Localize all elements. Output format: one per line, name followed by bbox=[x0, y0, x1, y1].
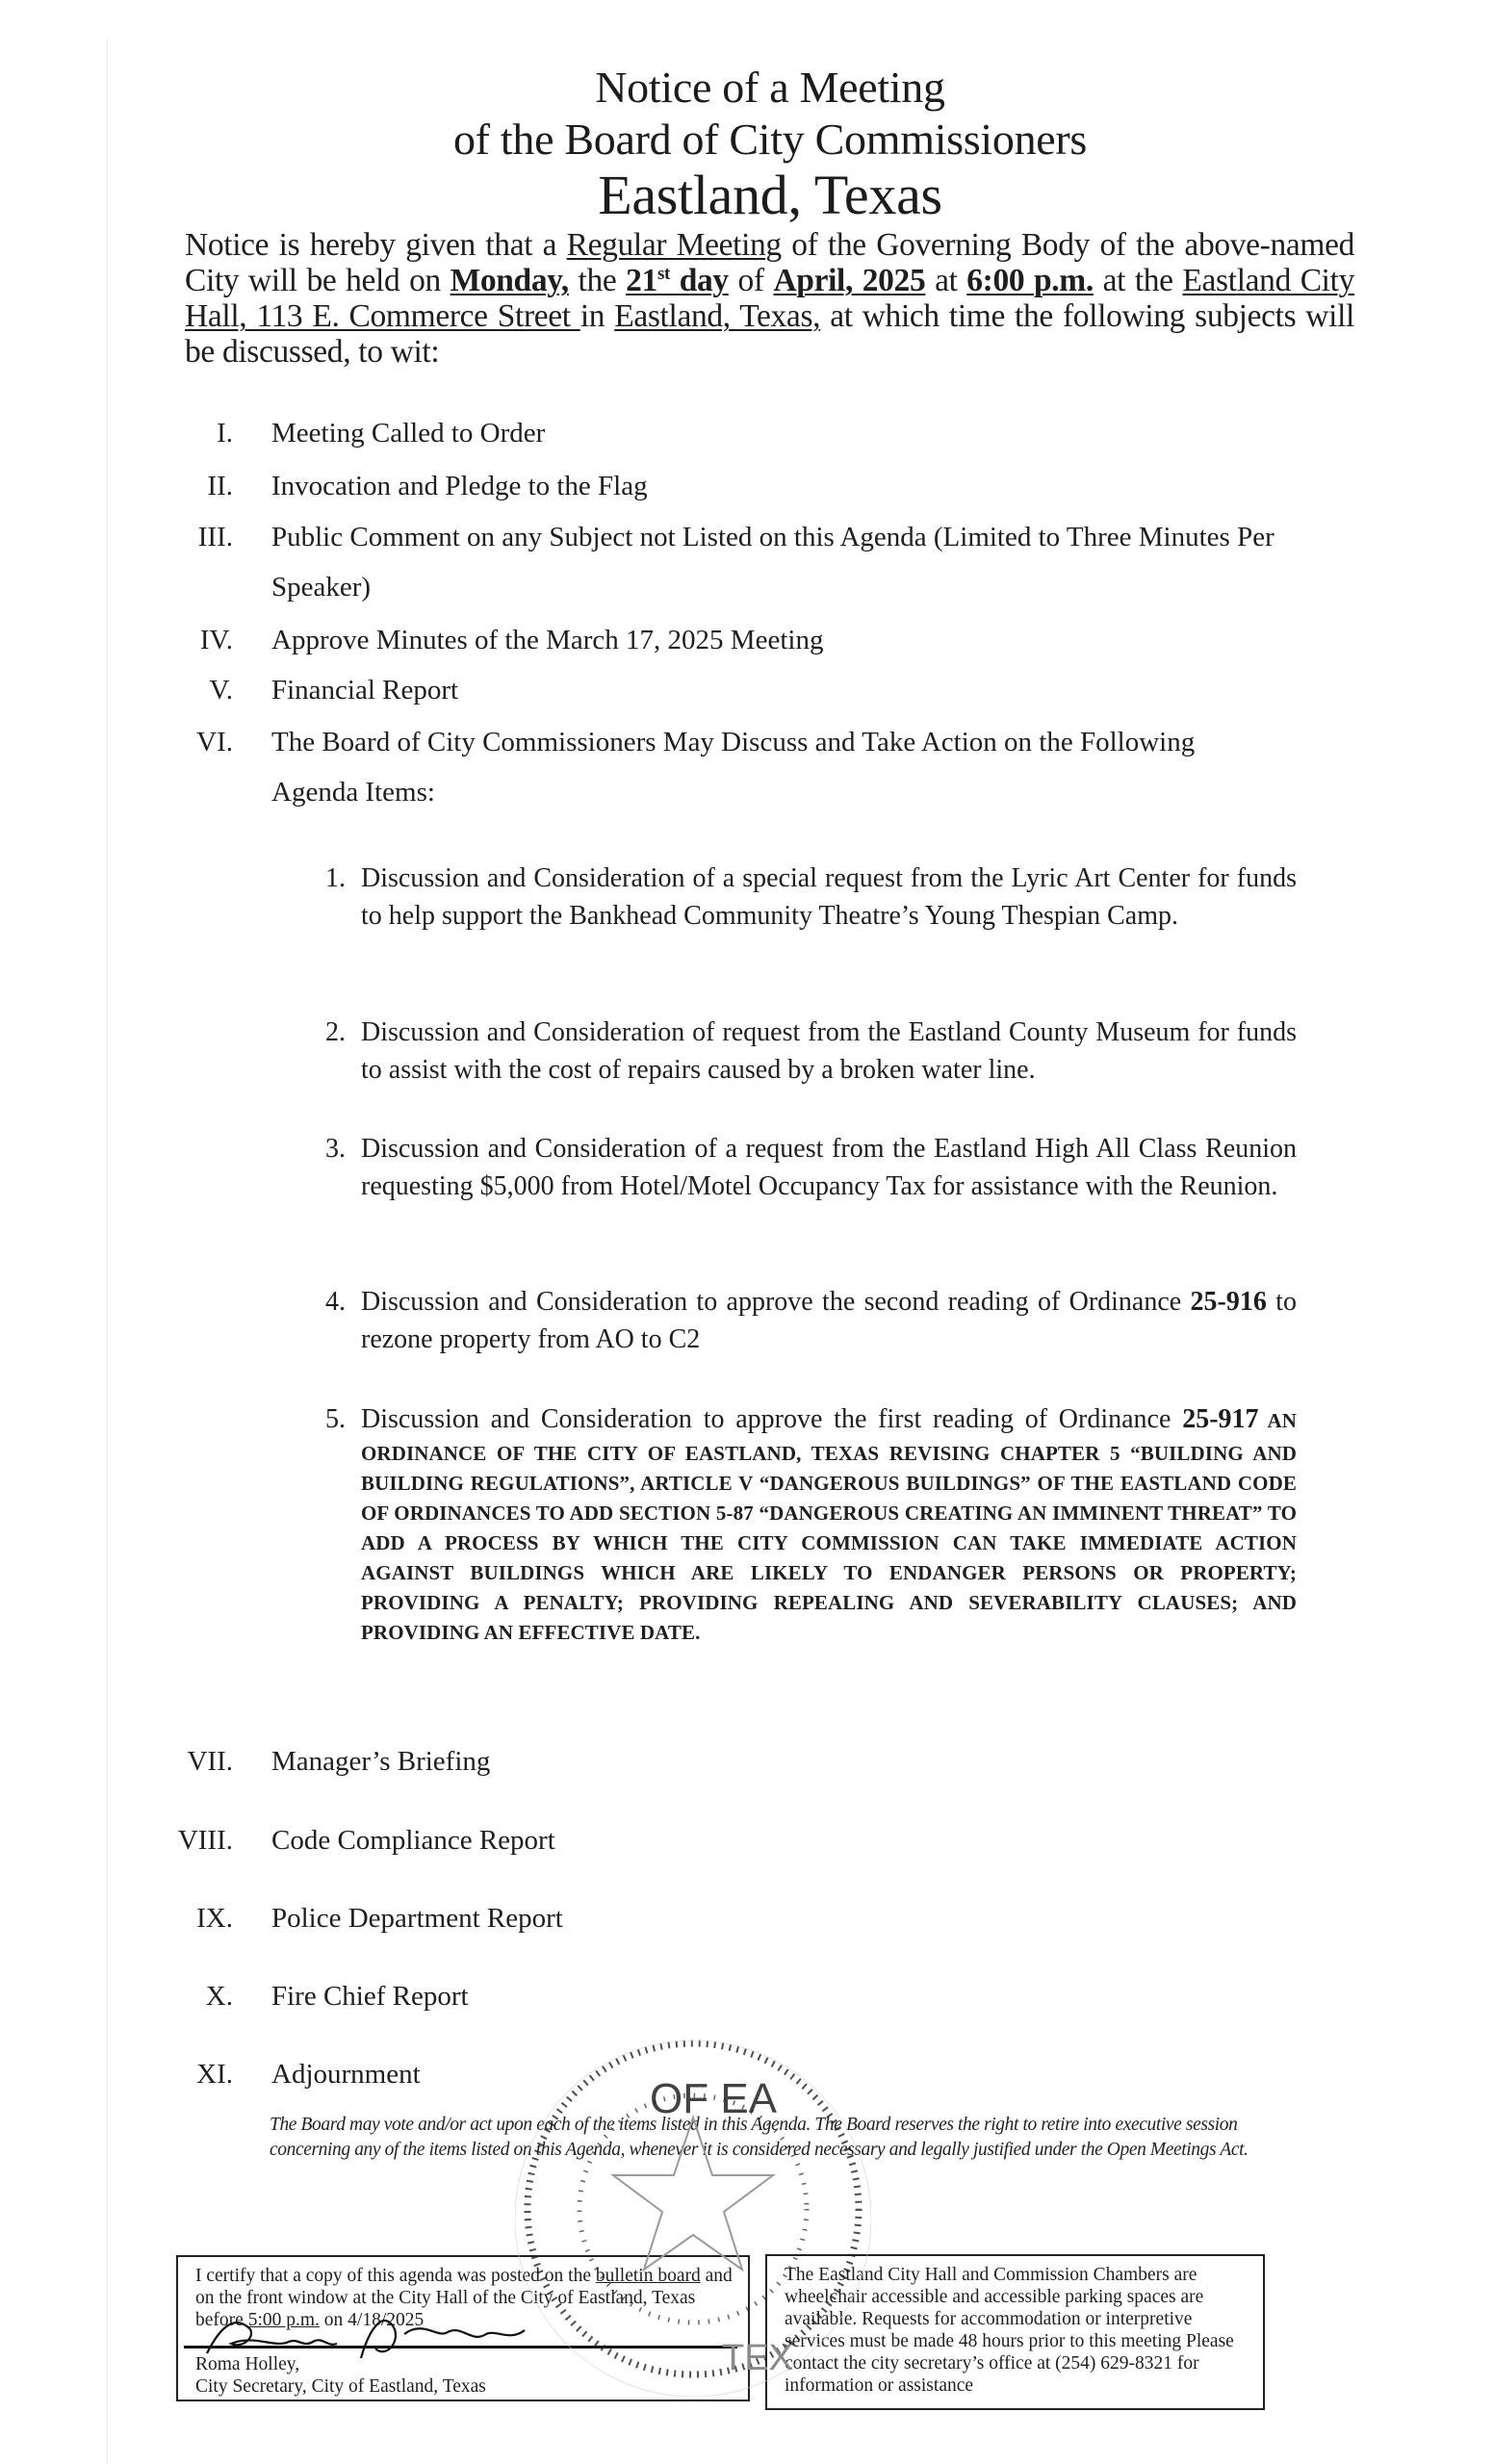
meeting-time: 6:00 p.m. bbox=[966, 263, 1094, 298]
title-city: Eastland, Texas bbox=[598, 164, 942, 226]
agenda-text: Financial Report bbox=[271, 675, 459, 706]
agenda-number: VIII. bbox=[177, 1825, 233, 1856]
date-day-label: day bbox=[669, 263, 729, 298]
item-text: Discussion and Consideration to approve the second reading of Ordinance bbox=[361, 1287, 1191, 1317]
agenda-number: X. bbox=[205, 1981, 233, 2012]
agenda-text: Adjournment bbox=[271, 2059, 421, 2090]
certification-text bbox=[195, 2265, 734, 2331]
item-text: Discussion and Consideration of request from the Eastland County Museum for funds to assist with the cost of repairs caused by a broken water line. bbox=[361, 1017, 1297, 1085]
meeting-location: Eastland City Hall, 113 E. Commerce Street bbox=[185, 263, 1355, 334]
agenda-number: I. bbox=[217, 418, 233, 449]
agenda-text: Police Department Report bbox=[271, 1903, 563, 1934]
intro-text: at bbox=[925, 263, 967, 298]
meeting-type: Regular Meeting bbox=[566, 227, 782, 263]
intro-text: Notice is hereby given that a bbox=[185, 227, 567, 263]
agenda-text: Meeting Called to Order bbox=[271, 418, 546, 449]
intro-text: at the bbox=[1093, 263, 1183, 298]
intro-text: of the Governing Body of the above-named City will be held on bbox=[185, 227, 1355, 298]
intro-text: the bbox=[568, 263, 627, 298]
agenda-text: Fire Chief Report bbox=[271, 1981, 469, 2012]
agenda-number: V. bbox=[209, 675, 233, 706]
agenda-number: XI. bbox=[196, 2059, 233, 2090]
agenda-number: III. bbox=[197, 522, 233, 552]
cert-text: and on the front window at the City Hall of the City of Eastland, Texas before bbox=[195, 2266, 733, 2330]
cert-text: I certify that a copy of this agenda was posted on the bbox=[195, 2266, 596, 2286]
agenda-number: IV. bbox=[199, 625, 233, 655]
accessibility-text: The Eastland City Hall and Commission Chambers are wheelchair accessible and accessible parking spaces are available. Requests for accommodation or interpretive services must be made 48 hours prior to this meeting Please contact the city secretary’s office at (254) 629-8321 for information or assistance bbox=[785, 2265, 1234, 2396]
signer-title: City Secretary, City of Eastland, Texas bbox=[195, 2376, 486, 2397]
item-text: Discussion and Consideration to approve the first reading of Ordinance bbox=[361, 1404, 1183, 1434]
meeting-day: Monday, bbox=[450, 263, 569, 298]
seal-top-text: OF EA bbox=[650, 2075, 778, 2122]
posting-date: 4/18/2025 bbox=[348, 2310, 425, 2330]
ordinance-caption: AN ORDINANCE OF THE CITY OF EASTLAND, TEXAS REVISING CHAPTER 5 “BUILDING AND BUILDING REGULATIONS”, ARTICLE V “DANGEROUS BUILDINGS” OF THE EASTLAND CODE OF ORDINANCES TO ADD SECTION 5-87 “DANGEROUS CREATING AN IMMINENT THREAT” TO ADD A PROCESS BY WHICH THE CITY COMMISSION CAN TAKE IMMEDIATE ACTION AGAINST BUILDINGS WHICH ARE LIKELY TO ENDANGER PERSONS OR PROPERTY; PROVIDING A PENALTY; PROVIDING REPEALING AND SEVERABILITY CLAUSES; AND PROVIDING AN EFFECTIVE DATE. bbox=[361, 1409, 1297, 1644]
agenda-number: VII. bbox=[187, 1746, 233, 1777]
date-suffix: st bbox=[656, 263, 670, 284]
seal-bottom-text: TEX bbox=[722, 2338, 793, 2378]
item-text: Discussion and Consideration of a request from the Eastland High All Class Reunion requesting $5,000 from Hotel/Motel Occupancy Tax for assistance with the Reunion. bbox=[361, 1134, 1297, 1201]
accessibility-box bbox=[765, 2254, 1265, 2410]
agenda-text: The Board of City Commissioners May Discuss and Take Action on the Following Agenda Items: bbox=[271, 727, 1196, 808]
posting-time: 5:00 p.m. bbox=[247, 2310, 320, 2330]
title-line-1: Notice of a Meeting bbox=[595, 63, 945, 112]
item-text: Discussion and Consideration of a special request from the Lyric Art Center for funds to help support the Bankhead Community Theatre’s Young Thespian Camp. bbox=[361, 863, 1297, 931]
page-edge-line bbox=[106, 38, 108, 2464]
executive-session-note: The Board may vote and/or act upon each of the items listed in this Agenda. The Board reserves the right to retire into executive session concerning any of the items listed on this Agenda, whenever it is considered necessary and legally justified under the Open Meetings Act. bbox=[270, 2115, 1248, 2160]
agenda-number: II. bbox=[207, 471, 233, 501]
title-line-2: of the Board of City Commissioners bbox=[452, 115, 1088, 164]
item-number: 2. bbox=[325, 1017, 346, 1047]
agenda-text: Approve Minutes of the March 17, 2025 Meeting bbox=[271, 625, 824, 655]
meeting-date-number: 21 bbox=[626, 263, 657, 298]
notice-paragraph bbox=[185, 227, 1354, 370]
item-number: 1. bbox=[325, 863, 346, 893]
intro-text: of bbox=[728, 263, 774, 298]
cert-text: on bbox=[319, 2310, 348, 2330]
agenda-text: Manager’s Briefing bbox=[271, 1746, 491, 1777]
agenda-text: Public Comment on any Subject not Listed on this Agenda (Limited to Three Minutes Per Speaker) bbox=[271, 522, 1274, 603]
certification-box bbox=[176, 2255, 750, 2401]
signer-name: Roma Holley, bbox=[195, 2354, 300, 2374]
item-number: 5. bbox=[325, 1404, 346, 1434]
ordinance-number: 25-917 bbox=[1182, 1404, 1259, 1434]
ordinance-number: 25-916 bbox=[1190, 1287, 1267, 1317]
agenda-number: VI. bbox=[196, 727, 233, 757]
intro-text: in bbox=[579, 298, 615, 334]
meeting-city: Eastland, Texas, bbox=[614, 298, 821, 334]
agenda-number: IX. bbox=[196, 1903, 233, 1934]
intro-text: at which time the following subjects will be discussed, to wit: bbox=[185, 298, 1355, 370]
agenda-text: Code Compliance Report bbox=[271, 1825, 555, 1856]
meeting-month-year: April, 2025 bbox=[773, 263, 926, 298]
posting-place: bulletin board bbox=[595, 2266, 701, 2286]
signature-line bbox=[184, 2346, 737, 2348]
signer-block bbox=[195, 2353, 734, 2398]
item-number: 3. bbox=[325, 1134, 346, 1164]
item-text: to rezone property from AO to C2 bbox=[361, 1287, 1297, 1354]
agenda-text: Invocation and Pledge to the Flag bbox=[271, 471, 648, 501]
item-number: 4. bbox=[325, 1287, 346, 1317]
